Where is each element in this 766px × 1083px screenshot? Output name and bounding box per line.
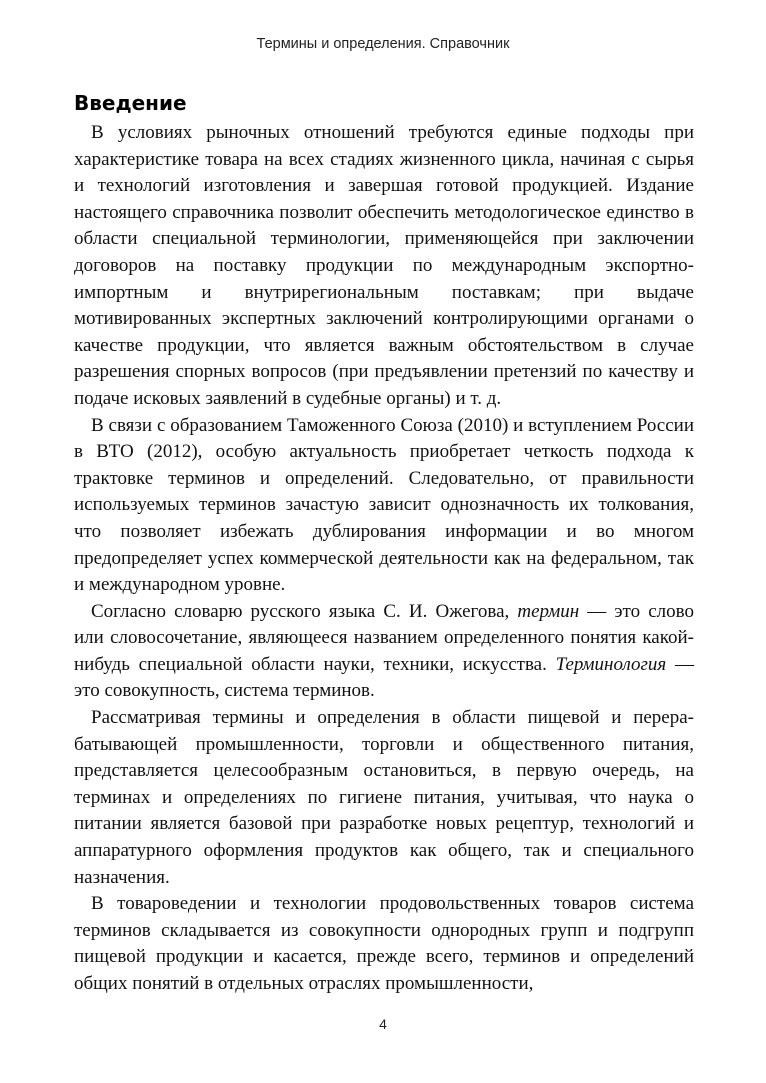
term-termin: термин (517, 600, 580, 622)
paragraph-3-text-a: Согласно словарю русского языка С. И. Ожегова, (91, 600, 518, 622)
paragraph-3-text-c: — это совокупность, система терминов. (74, 653, 694, 702)
section-title: Введение (74, 91, 187, 115)
running-header: Термины и определения. Справочник (256, 36, 510, 52)
paragraph-5: В товароведении и технологии продовольственных товаров система терминов складывается из совокупности однородных групп и подгрупп пищевой продукции и касается, прежде всего, терминов и определений общих понятий в отдельных отраслях промышленности, (74, 893, 694, 994)
paragraph-2: В связи с образованием Таможенного Союза (2010) и вступлением России в ВТО (2012), особую актуальность приобретает четкость подхода к трактовке терминов и определений. Следовательно, от правильности используемых терминов зачастую зависит однозначность их толкования, что позволяет избежать дублирования информации и во многом предопределяет успех коммерческой деятельности как на федеральном, так и международном уровне. (74, 414, 694, 596)
paragraph-4: Рассматривая термины и определения в области пищевой и перерабатывающей промышленности, торговли и общественного питания, представляется целесообразным остановиться, в первую очередь, на терминах и определениях по гигиене питания, учитывая, что наука о питании является базовой при разработке новых рецептур, технологий и аппаратурного оформления продуктов как общего, так и специального назначения. (74, 707, 694, 888)
page-body (74, 90, 694, 998)
page-number: 4 (379, 1016, 387, 1032)
paragraph-3 (74, 599, 694, 705)
term-terminologiya: Терминология (555, 653, 667, 675)
paragraph-3-text-b: — это слово или словосочетание, являющееся названием определенного понятия какой-нибудь специальной области науки, техники, искусства. (74, 600, 694, 675)
paragraph-1: В условиях рыночных отношений требуются единые подходы при характеристике товара на всех стадиях жизненного цикла, начиная с сырья и технологий изготовления и завершая готовой продукцией. Издание настоящего справочника позволит обеспечить методологическое единство в области специальной терминологии, применяющейся при заключении договоров на поставку продукции по международным экспортно-импортным и внутрирегиональным поставкам; при выдаче мотивированных экспертных заключений контролирующими органами о качестве продукции, что является важным обстоятельством в случае разрешения спорных вопросов (при предъявлении претензий по качеству и подаче исковых заявлений в судебные органы) и т. д. (74, 122, 694, 409)
